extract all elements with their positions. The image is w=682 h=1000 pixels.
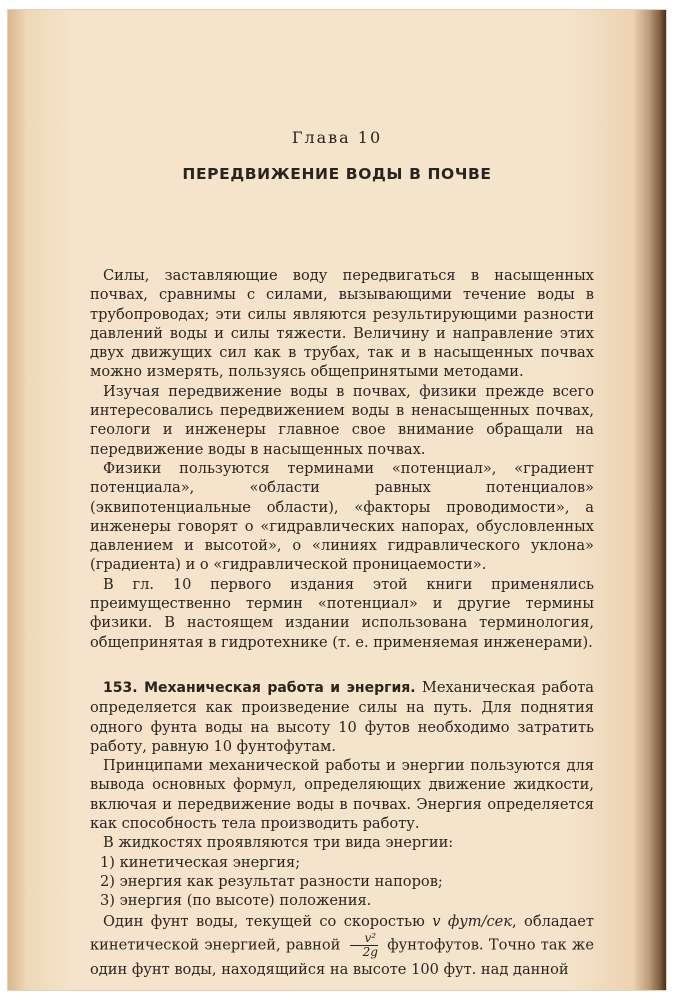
fraction-denominator: 2g xyxy=(362,944,378,959)
list-item: 2) энергия как результат разности напоров; xyxy=(100,872,443,890)
list-item: 3) энергия (по высоте) положения. xyxy=(100,892,372,910)
page-body xyxy=(90,266,594,980)
paragraph: В жидкостях проявляются три вида энергии: xyxy=(103,834,454,852)
paragraph: Изучая передвижение воды в почвах, физики прежде всего интересовались передвижением воды в ненасыщенных почвах, геологи и инженеры главное свое внимание обращали на передвижение воды в насыщенных почвах. xyxy=(90,382,594,458)
page-edge-shadow xyxy=(650,10,666,990)
paragraph: В гл. 10 первого издания этой книги применялись преимущественно термин «потенциал» и другие термины физики. В настоящем издании использована терминология, общепринятая в гидротехнике (т. е. применяемая инженерами). xyxy=(90,575,594,651)
paragraph-energy xyxy=(90,911,594,980)
kinetic-energy-fraction xyxy=(350,932,378,959)
list-item: 1) кинетическая энергия; xyxy=(100,853,301,871)
chapter-heading: Глава 10 xyxy=(291,128,383,147)
section-title: 153. Механическая работа и энергия. xyxy=(103,679,416,696)
text-run: , обладает кинетической энергией, равной xyxy=(90,912,594,953)
velocity-variable: v фут/сек xyxy=(432,912,513,930)
book-page xyxy=(8,10,666,990)
chapter-title: ПЕРЕДВИЖЕНИЕ ВОДЫ В ПОЧВЕ xyxy=(182,165,492,183)
text-run: Один фунт воды, текущей со скоростью xyxy=(103,912,433,930)
fraction-numerator: v² xyxy=(350,932,378,946)
section-intro: Механическая работа определяется как произведение силы на путь. Для поднятия одного фунта воды на высоту 10 футов необходимо затратить работу, равную 10 фунтофутам. xyxy=(90,678,595,755)
paragraph: Физики пользуются терминами «потенциал», «градиент потенциала», «области равных потенциалов» (эквипотенциальные области), «факторы проводимости», а инженеры говорят о «гидравлических напорах, обусловленных давлением и высотой», о «линиях гидравлического уклона» (градиента) и о «гидравлической проницаемости». xyxy=(90,459,594,574)
section-paragraph xyxy=(90,678,594,756)
paragraph: Силы, заставляющие воду передвигаться в насыщенных почвах, сравнимы с силами, вызывающими течение воды в трубопроводах; эти силы являются результирующими разности давлений воды и силы тяжести. Величину и направление этих двух движущих сил как в трубах, так и в насыщенных почвах можно измерять, пользуясь общепринятыми методами. xyxy=(90,267,594,381)
paragraph: Принципами механической работы и энергии пользуются для вывода основных формул, определяющих движение жидкости, включая и передвижение воды в почвах. Энергия определяется как способность тела производить работу. xyxy=(90,757,594,833)
text-run: фунтофутов. Точно так же один фунт воды, находящийся на высоте 100 фут. над данной xyxy=(90,936,594,978)
